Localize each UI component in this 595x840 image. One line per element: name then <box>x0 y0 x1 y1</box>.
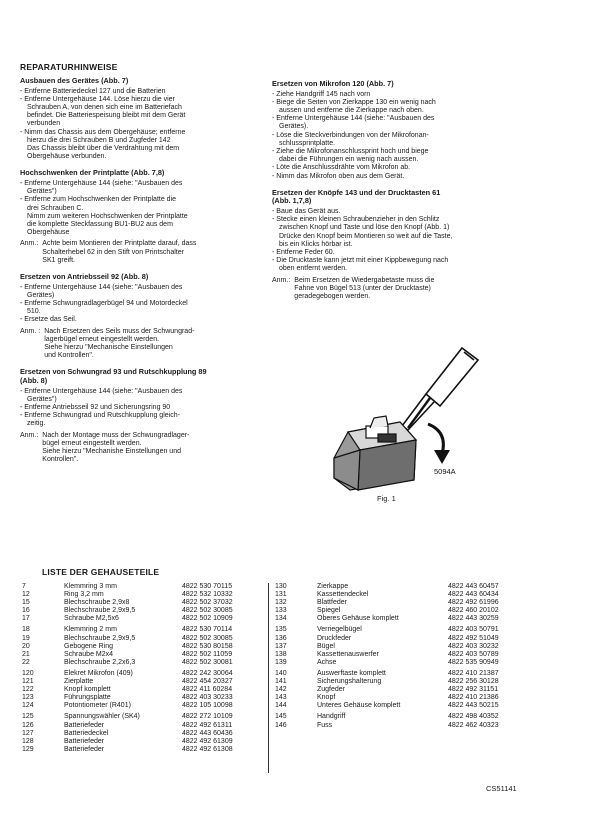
note-label: Anm.: <box>20 240 39 248</box>
instruction-step: - Nimm das Mikrofon oben aus dem Gerät. <box>272 172 405 180</box>
instruction-step: - Entferne Untergehäuse 144 (siehe: "Ausbauen des Gerätes") <box>20 180 183 196</box>
part-num: 22 <box>22 658 30 666</box>
part-code: 4822 530 80158 <box>182 642 233 650</box>
part-name: Bügel <box>317 642 335 650</box>
part-name: Zierkappe <box>317 583 349 590</box>
parts-row <box>22 670 267 678</box>
section-heading: Ersetzen von Antriebsseil 92 (Abb. 8) <box>20 272 149 282</box>
parts-group <box>22 583 267 623</box>
left-sections <box>20 77 272 464</box>
part-num: 131 <box>275 591 287 599</box>
note-label: Anm. : <box>20 327 41 335</box>
part-code: 4822 403 30233 <box>182 694 233 702</box>
parts-group <box>22 713 267 753</box>
instruction-step: - Löse die Steckverbindungen von der Mikrofonan- schlussprintplatte. <box>272 131 429 147</box>
note-text: Achte beim Montieren der Printplatte darauf, dass Schalterhebel 62 in den Stift von Printschalter SK1 greift. <box>42 240 197 264</box>
figure-illustration <box>330 340 500 500</box>
part-code: 4822 492 51049 <box>448 634 499 642</box>
instruction-step: - Biege die Seiten von Zierkappe 130 ein wenig nach aussen und entferne die Zierkappe nach oben. <box>272 98 436 114</box>
part-code: 4822 502 30085 <box>182 634 233 642</box>
instruction-step: - Entferne Untergehäuse 144. Löse hierzu die vier Schrauben A, von denen sich eine im Batteriefach befindet. Die Batteriespeisung bleibt mit dem Gerät verbunden <box>20 95 186 128</box>
instruction-list <box>20 284 272 325</box>
part-code: 4822 460 20102 <box>448 607 499 615</box>
instruction-step: - Löte die Anschlussdrähte vom Mikrofon ab. <box>272 164 411 172</box>
parts-row <box>275 626 533 634</box>
part-code: 4822 502 30085 <box>182 607 233 615</box>
parts-row <box>22 615 267 623</box>
note <box>20 328 272 361</box>
part-num: 15 <box>22 599 30 607</box>
part-code: 4822 492 61311 <box>182 721 233 729</box>
parts-row <box>22 626 267 634</box>
note-label: Anm.: <box>272 276 291 284</box>
part-name: Schraube M2,5x6 <box>64 615 119 623</box>
instruction-section <box>20 368 272 464</box>
part-code: 4822 443 30259 <box>448 615 499 623</box>
part-code: 4822 272 10109 <box>182 713 233 721</box>
instruction-step: - Entferne Untergehäuse 144 (siehe: "Ausbauen des Gerätes") <box>20 387 183 403</box>
instruction-list <box>20 180 272 237</box>
parts-row <box>275 678 533 686</box>
instruction-list <box>20 388 272 429</box>
section-heading: Ausbauen des Gerätes (Abb. 7) <box>20 76 129 85</box>
parts-group <box>275 670 533 710</box>
note-text: Nach Ersetzen des Seils muss der Schwungrad- lagerbügel erneut eingestellt werden. Siehe hierzu "Mechanische Einstellungen und Kontrollen". <box>44 327 195 360</box>
part-name: Zierplatte <box>64 678 94 686</box>
instruction-step: - Ziehe die Mikrofonanschlussprint hoch und biege dabei die Führungen ein wenig nach aussen. <box>272 148 429 164</box>
part-name: Batteriefeder <box>64 721 105 729</box>
note <box>20 432 272 465</box>
part-name: Elekret Mikrofon (409) <box>64 669 133 677</box>
instruction-step: - Entferne Schwungradlagerbügel 94 und Motordeckel 510. <box>20 300 188 316</box>
part-num: 142 <box>275 686 287 694</box>
part-name: Kassettenauswerfer <box>317 650 379 658</box>
screwdriver-icon <box>402 348 478 430</box>
instruction-section <box>20 273 272 360</box>
part-name: Blechschraube 2,2x6,3 <box>64 658 136 666</box>
instruction-list <box>272 208 530 274</box>
figure-caption: Fig. 1 <box>377 494 396 503</box>
parts-row <box>22 583 267 591</box>
part-num: 136 <box>275 634 287 642</box>
part-num: 18 <box>22 626 30 634</box>
part-num: 135 <box>275 626 287 634</box>
parts-row <box>275 694 533 702</box>
part-code: 4822 492 61309 <box>182 737 233 745</box>
parts-row <box>275 643 533 651</box>
parts-row <box>22 607 267 615</box>
part-code: 4822 492 61996 <box>448 599 499 607</box>
parts-row <box>275 615 533 623</box>
part-name: Gebogene Ring <box>64 642 114 650</box>
parts-row <box>22 686 267 694</box>
part-num: 122 <box>22 686 34 694</box>
instruction-step: - Entferne Feder 60. <box>272 249 335 257</box>
part-code: 4822 502 11059 <box>182 650 233 658</box>
part-code: 4822 502 10909 <box>182 615 233 623</box>
parts-row <box>22 651 267 659</box>
part-code: 4822 403 50791 <box>448 626 499 634</box>
note-label: Anm.: <box>20 431 39 439</box>
parts-row <box>22 643 267 651</box>
parts-row <box>275 607 533 615</box>
parts-row <box>275 722 533 730</box>
parts-group <box>22 670 267 710</box>
part-num: 128 <box>22 737 34 745</box>
instruction-section <box>20 77 272 161</box>
parts-row <box>22 678 267 686</box>
part-num: 121 <box>22 678 34 686</box>
parts-row <box>22 702 267 710</box>
part-num: 17 <box>22 615 30 623</box>
part-name: Batteriefeder <box>64 745 105 753</box>
section-heading: Ersetzen von Schwungrad 93 und Rutschkupplung 89 (Abb. 8) <box>20 367 207 386</box>
part-name: Klemmring 3 mm <box>64 583 117 590</box>
part-num: 126 <box>22 721 34 729</box>
part-name: Blechschraube 2,9x9,5 <box>64 634 136 642</box>
parts-row <box>275 599 533 607</box>
part-code: 4822 492 61308 <box>182 745 233 753</box>
note-text: Nach der Montage muss der Schwungradlager- bügel erneut eingestellt werden. Siehe hierzu "Mechanishe Einstellungen und Kontrollen". <box>42 431 190 464</box>
parts-row <box>275 702 533 710</box>
part-code: 4822 454 20327 <box>182 678 233 686</box>
part-num: 130 <box>275 583 287 590</box>
part-name: Batteriefeder <box>64 737 105 745</box>
part-name: Druckfeder <box>317 634 352 642</box>
parts-row <box>275 651 533 659</box>
part-name: Handgriff <box>317 713 346 721</box>
parts-row <box>22 659 267 667</box>
part-num: 133 <box>275 607 287 615</box>
part-num: 127 <box>22 729 34 737</box>
part-name: Knopf komplett <box>64 686 111 694</box>
instruction-section <box>20 169 272 265</box>
part-num: 19 <box>22 634 30 642</box>
part-num: 145 <box>275 713 287 721</box>
parts-row <box>22 591 267 599</box>
part-num: 21 <box>22 650 30 658</box>
part-code: 4822 443 60434 <box>448 591 499 599</box>
parts-row <box>275 583 533 591</box>
part-name: Blechschraube 2,9x9,5 <box>64 607 136 615</box>
section-heading: Ersetzen der Knöpfe 143 und der Drucktasten 61 (Abb. 1,7,8) <box>272 187 441 206</box>
instruction-step: - Nimm das Chassis aus dem Obergehäuse; entferne hierzu die drei Schrauben B und Zugfeder 142 Das Chassis bleibt über die Verdrahtung mit dem Obergehäuse verbunden. <box>20 128 186 161</box>
parts-row <box>22 694 267 702</box>
part-code: 4822 242 30064 <box>182 669 233 677</box>
parts-row <box>22 730 267 738</box>
parts-row <box>22 722 267 730</box>
parts-divider <box>268 583 269 773</box>
part-code: 4822 403 30232 <box>448 642 499 650</box>
part-num: 137 <box>275 642 287 650</box>
instruction-step: - Die Drucktaste kann jetzt mit einer Kippbewegung nach oben entfernt werden. <box>272 257 449 273</box>
parts-group <box>275 583 533 623</box>
part-code: 4822 443 60457 <box>448 583 499 590</box>
part-num: 143 <box>275 694 287 702</box>
parts-row <box>22 635 267 643</box>
page-title: REPARATURHINWEISE <box>20 62 118 72</box>
parts-row <box>275 635 533 643</box>
part-name: Oberes Gehäuse komplett <box>317 615 399 623</box>
part-num: 144 <box>275 702 287 710</box>
part-code: 4822 535 90949 <box>448 658 499 666</box>
instruction-step: - Entferne Batteriedeckel 127 und die Batterien <box>20 87 166 95</box>
note <box>20 240 272 265</box>
part-name: Zugfeder <box>317 686 346 694</box>
section-heading: Ersetzen von Mikrofon 120 (Abb. 7) <box>272 79 394 88</box>
part-num: 124 <box>22 702 34 710</box>
part-name: Unteres Gehäuse komplett <box>317 702 401 710</box>
part-code: 4822 105 10098 <box>182 702 233 710</box>
part-code: 4822 498 40352 <box>448 713 499 721</box>
instruction-section <box>272 189 530 301</box>
parts-list-title: LISTE DER GEHAUSETEILE <box>42 567 160 577</box>
part-num: 129 <box>22 745 34 753</box>
right-sections <box>272 80 530 301</box>
part-name: Knopf <box>317 694 336 702</box>
parts-group <box>275 713 533 729</box>
part-name: Verriegelbügel <box>317 626 362 634</box>
part-name: Batteriedeckel <box>64 729 109 737</box>
part-code: 4822 462 40323 <box>448 721 499 729</box>
instruction-step: - Entferne zum Hochschwenken der Printplatte die drei Schrauben C. Nimm zum weiteren Hochschwenken der Printplatte die komplette Steckfassung BU1-BU2 aus dem Obergehäuse <box>20 196 188 237</box>
part-name: Schraube M2x4 <box>64 650 114 658</box>
instruction-step: - Ziehe Handgriff 145 nach vorn <box>272 90 371 98</box>
recorder-device-icon <box>334 416 416 490</box>
part-name: Ring 3,2 mm <box>64 591 104 599</box>
part-code: 4822 502 37032 <box>182 599 233 607</box>
left-column <box>20 62 272 472</box>
part-num: 125 <box>22 713 34 721</box>
part-code: 4822 492 31151 <box>448 686 499 694</box>
part-num: 132 <box>275 599 287 607</box>
parts-row <box>22 738 267 746</box>
part-name: Klemmring 2 mm <box>64 626 117 634</box>
part-name: Sicherungshalterung <box>317 678 382 686</box>
instruction-step: - Entferne Untergehäuse 144 (siehe: "Ausbauen des Gerätes). <box>272 115 435 131</box>
part-num: 123 <box>22 694 34 702</box>
parts-row <box>275 659 533 667</box>
part-name: Blechschraube 2,9x8 <box>64 599 130 607</box>
part-name: Blattfeder <box>317 599 347 607</box>
part-code: 4822 530 70114 <box>182 626 233 634</box>
part-name: Fuss <box>317 721 333 729</box>
part-code: 4822 403 50789 <box>448 650 499 658</box>
part-num: 141 <box>275 678 287 686</box>
part-code: 4822 411 60284 <box>182 686 233 694</box>
part-code: 4822 502 30081 <box>182 658 233 666</box>
rotation-arrow-icon <box>428 424 450 464</box>
part-num: 138 <box>275 650 287 658</box>
instruction-step: - Entferne Untergehäuse 144 (siehe: "Ausbauen des Gerätes) <box>20 283 183 299</box>
parts-list-right <box>275 583 533 733</box>
part-code: 4822 410 21386 <box>448 694 499 702</box>
parts-row <box>22 599 267 607</box>
parts-group <box>22 626 267 666</box>
instruction-section <box>272 80 530 181</box>
part-num: 140 <box>275 669 287 677</box>
part-num: 12 <box>22 591 30 599</box>
part-code: 4822 410 21387 <box>448 669 499 677</box>
figure-code: 5094A <box>434 467 456 476</box>
part-num: 134 <box>275 615 287 623</box>
parts-group <box>275 626 533 666</box>
part-name: Spiegel <box>317 607 341 615</box>
part-name: Achse <box>317 658 337 666</box>
part-num: 7 <box>22 583 26 590</box>
part-name: Kassettendeckel <box>317 591 369 599</box>
instruction-step: - Stecke einen kleinen Schraubenzieher in den Schlitz zwischen Knopf und Taste und löse den Knopf (Abb. 1) Drücke den Knopf beim Montieren so weit auf die Taste, bis ein Klicks hörbar ist. <box>272 216 453 248</box>
part-num: 146 <box>275 721 287 729</box>
instruction-step: - Entferne Schwungrad und Rutschkupplung gleich- zeitig. <box>20 412 180 428</box>
instruction-step: - Baue das Gerät aus. <box>272 208 341 216</box>
part-code: 4822 443 50215 <box>448 702 499 710</box>
parts-row <box>275 686 533 694</box>
part-code: 4822 443 60436 <box>182 729 233 737</box>
parts-row <box>22 713 267 721</box>
parts-row <box>275 713 533 721</box>
parts-row <box>275 670 533 678</box>
part-name: Führungsplatte <box>64 694 111 702</box>
right-column <box>272 80 530 309</box>
part-num: 20 <box>22 642 30 650</box>
instruction-list <box>272 91 530 181</box>
parts-row <box>22 746 267 754</box>
note <box>272 277 530 302</box>
instruction-step: - Ersetze das Seil. <box>20 316 77 324</box>
part-name: Auswerftaste komplett <box>317 669 386 677</box>
section-heading: Hochschwenken der Printplatte (Abb. 7,8) <box>20 168 165 178</box>
part-code: 4822 532 10332 <box>182 591 233 599</box>
part-num: 139 <box>275 658 287 666</box>
parts-row <box>275 591 533 599</box>
part-num: 120 <box>22 669 34 677</box>
part-code: 4822 256 30128 <box>448 678 499 686</box>
part-code: 4822 530 70115 <box>182 583 233 590</box>
part-name: Potontiometer (R401) <box>64 702 131 710</box>
note-text: Beim Ersetzen de Wiedergabetaste muss die Fahne von Bügel 513 (unter der Drucktaste) geradegebogen werden. <box>294 276 435 301</box>
footer-code: CS51141 <box>486 784 517 793</box>
parts-list-left <box>22 583 267 757</box>
part-name: Spannungswähler (SK4) <box>64 713 140 721</box>
instruction-step: - Entferne Antriebsseil 92 und Sicherungsring 90 <box>20 404 171 412</box>
instruction-list <box>20 88 272 162</box>
part-num: 16 <box>22 607 30 615</box>
